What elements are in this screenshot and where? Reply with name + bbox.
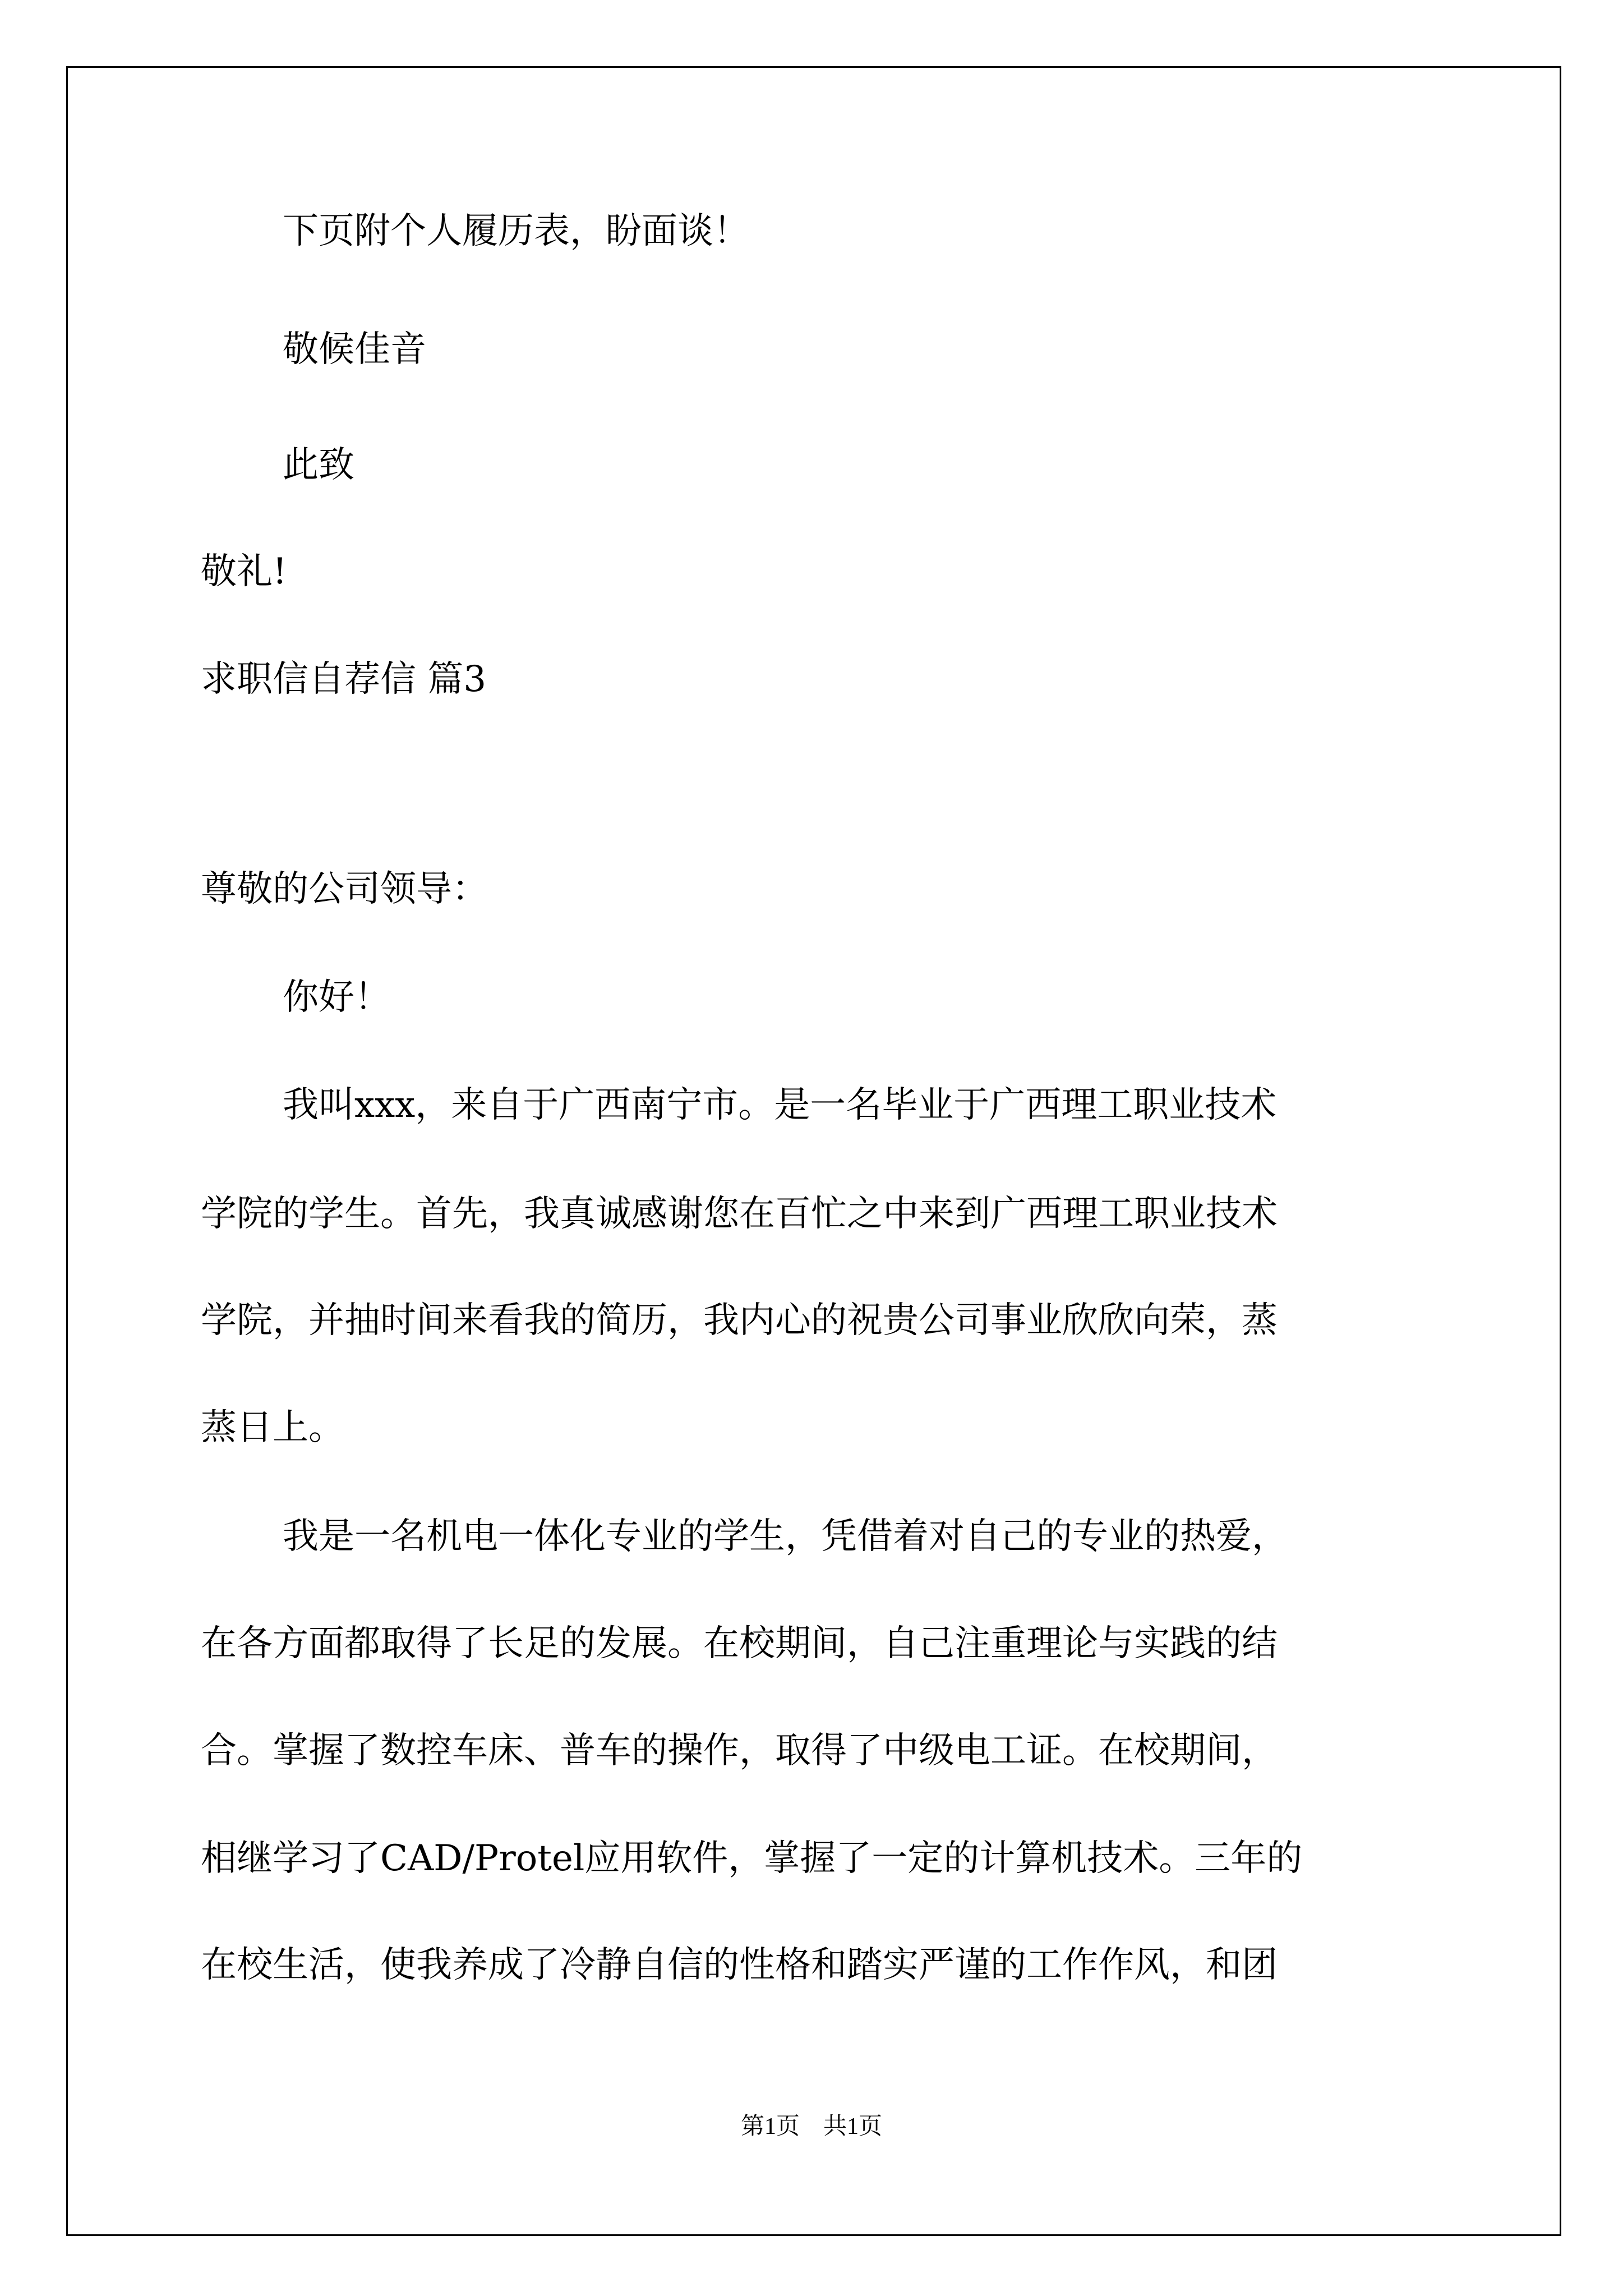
paragraph-line: 蒸日上。: [201, 1407, 344, 1448]
salutation: 尊敬的公司领导：: [201, 868, 488, 910]
closing-line: 下页附个人履历表，盼面谈！: [283, 210, 749, 252]
closing-line: 敬候佳音: [283, 329, 426, 370]
paragraph-line: 在各方面都取得了长足的发展。在校期间，自己注重理论与实践的结: [201, 1623, 1278, 1664]
section-heading: 求职信自荐信 篇3: [201, 659, 487, 700]
closing-line: 敬礼!: [201, 551, 287, 592]
paragraph-line: 我是一名机电一体化专业的学生，凭借着对自己的专业的热爱，: [283, 1516, 1288, 1557]
paragraph-line: 合。掌握了数控车床、普车的操作，取得了中级电工证。在校期间，: [201, 1730, 1278, 1772]
paragraph-line: 在校生活，使我养成了冷静自信的性格和踏实严谨的工作作风，和团: [201, 1944, 1278, 1986]
paragraph-line: 学院，并抽时间来看我的简历，我内心的祝贵公司事业欣欣向荣，蒸: [201, 1300, 1278, 1341]
paragraph-line: 相继学习了CAD/Protel应用软件，掌握了一定的计算机技术。三年的: [201, 1838, 1303, 1879]
page-footer: 第1页 共1页: [740, 2114, 882, 2139]
page-border: [66, 66, 1561, 2236]
paragraph-line: 学院的学生。首先，我真诚感谢您在百忙之中来到广西理工职业技术: [201, 1193, 1278, 1235]
greeting: 你好！: [283, 977, 390, 1018]
closing-line: 此致: [283, 444, 354, 486]
paragraph-line: 我叫xxx，来自于广西南宁市。是一名毕业于广西理工职业技术: [283, 1084, 1277, 1126]
